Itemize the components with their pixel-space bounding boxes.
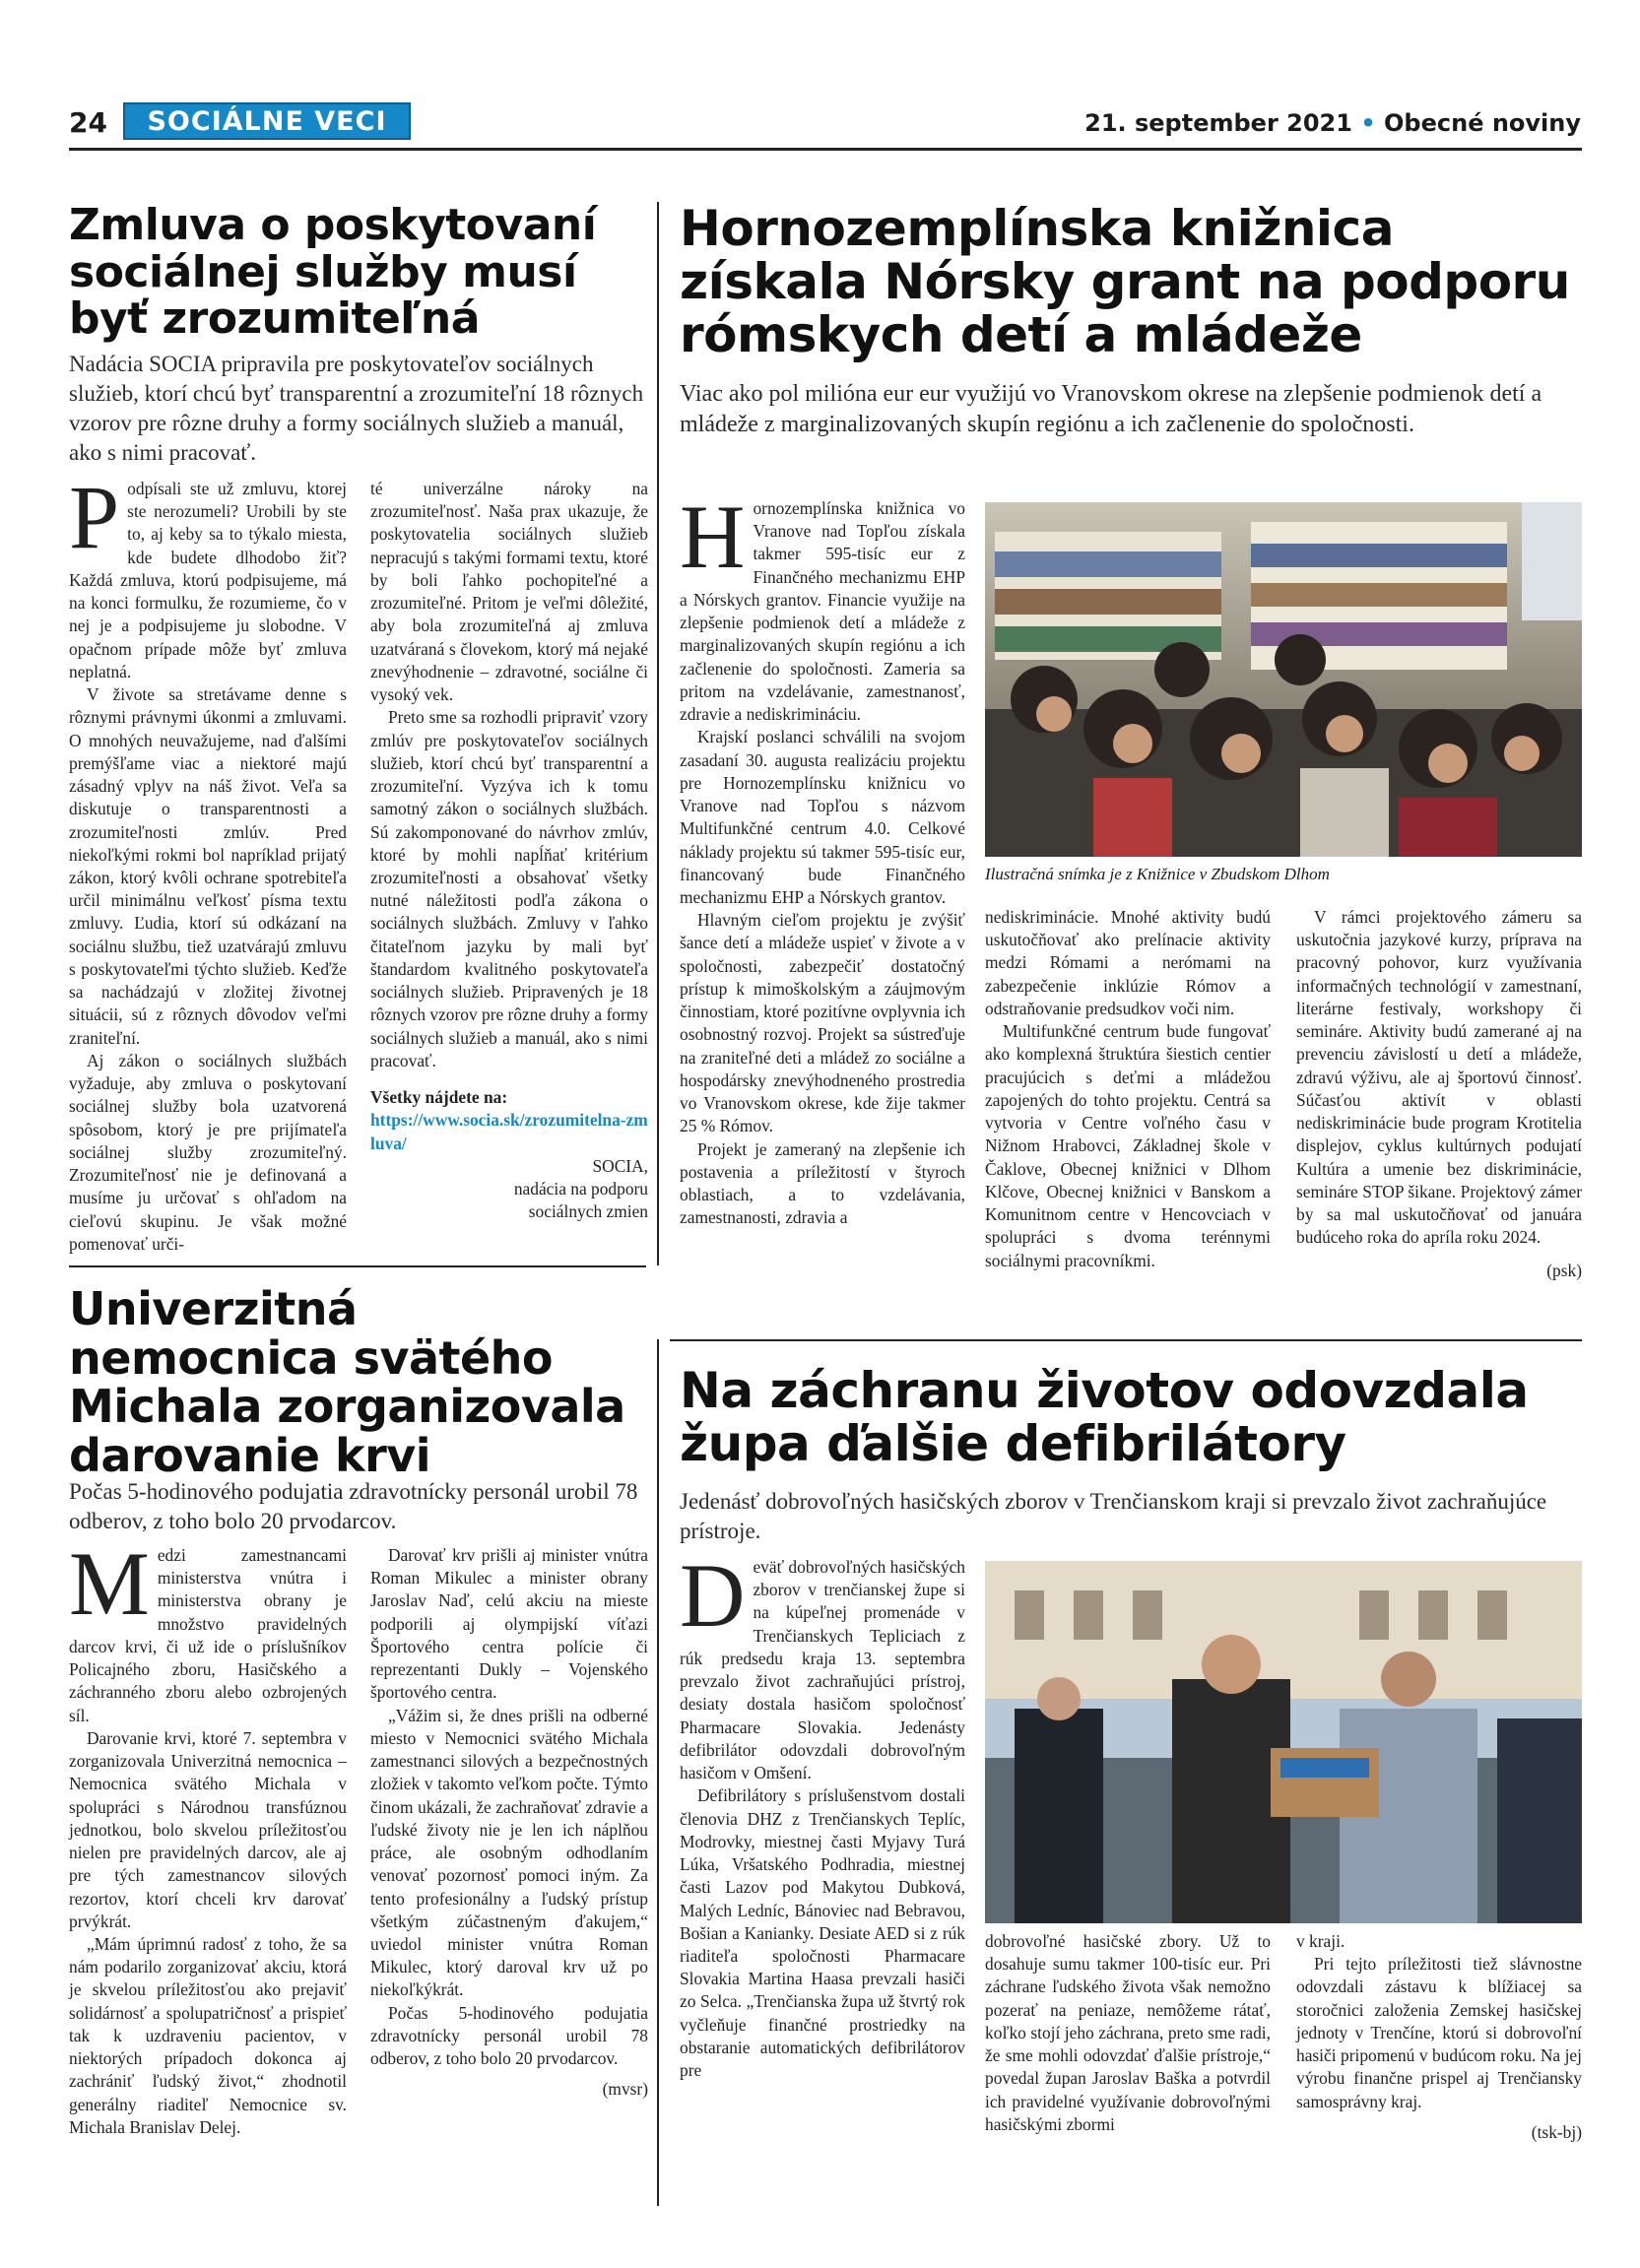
drop-cap: P xyxy=(69,467,120,567)
article-lead: Jedenásť dobrovoľných hasičských zborov v Trenčianskom kraji si prevzalo život zachraňujúce prístroje. xyxy=(680,1489,1547,1543)
paragraph: „Mám úprimnú radosť z toho, že sa nám podarilo zorganizovať akciu, ktorá je skvelou príležitosťou ako prejaviť solidárnosť a spolupatričnosť a prispieť tak k uzdraveniu pacientov, v niektorých prípadoch dokonca aj zachrániť ľudský život,“ zhodnotil generálny riaditeľ Nemocnice sv. Michala Branislav Delej. xyxy=(69,1933,347,2137)
article-signature: (tsk-bj) xyxy=(1531,2121,1582,2142)
column-divider-top xyxy=(657,202,659,1265)
header-rule xyxy=(69,148,1582,151)
article-lead: Viac ako pol milióna eur eur využijú vo Vranovskom okrese na zlepšenie podmienok detí a mládeže z marginalizovaných skupín regiónu a ich začlenenie do spoločnosti. xyxy=(680,381,1542,438)
paragraph: eväť dobrovoľných hasičských zborov v trenčianskej župe si na kúpeľnej promenáde v Trenčianskych Tepliciach z rúk predsedu kraja 13. septembra prevzalo život zachraňujúci prístroj, desiaty dostala hasičom spoločnosť Pharmacare Slovakia. Jedenásty defibrilátor odovzdali dobrovoľným hasičom v Omšení. xyxy=(680,1557,965,1783)
defibrillator-photo xyxy=(985,1561,1582,1923)
issue-info xyxy=(1084,109,1581,137)
article-headline: Hornozemplínska knižnica získala Nórsky grant na podporu rómskych detí a mládeže xyxy=(680,200,1570,363)
article-column-3 xyxy=(1296,1930,1582,2144)
article-column-3 xyxy=(1296,906,1582,1282)
page-number: 24 xyxy=(69,106,107,139)
article-headline: Zmluva o poskytovaní sociálnej služby musí byť zrozumiteľná xyxy=(69,200,597,345)
paragraph: V živote sa stretávame denne s rôznymi právnymi úkonmi a zmluvami. O mnohých neuvažujeme, nad ďalšími premýšľame viac a niektoré majú zásadný vplyv na náš život. Veľa sa diskutuje o transparentnosti a zrozumiteľnosti zmlúv. Pred niekoľkými rokmi bol napríklad prijatý zákon, ktorý kvôli ochrane spotrebiteľa určil minimálnu veľkosť písma textu zmluvy. Ľudia, ktorí sú odkázaní na sociálnu službu, tiež uzatvárajú zmluvu s poskytovateľmi týchto služieb. Keďže sa nachádzajú v zložitej životnej situácii, sú z rôznych dôvodov veľmi zraniteľní. xyxy=(69,684,347,1048)
paragraph: v kraji. xyxy=(1296,1931,1345,1951)
publication-name: Obecné noviny xyxy=(1384,109,1581,137)
article-column-2 xyxy=(985,1930,1271,2136)
paragraph: odpísali ste už zmluvu, ktorej ste nerozumeli? Urobili by ste to, aj keby sa to týkalo miesta, kde budete dlhodobo žiť? Každá zmluva, ktorú podpisujeme, má na konci formulku, že rozumieme, čo v nej je a podpisujeme ju slobodne. V opačnom prípade môže byť zmluva neplatná. xyxy=(69,479,347,681)
paragraph: Aj zákon o sociálnych službách vyžaduje, aby zmluva o poskytovaní sociálnej služby bola uzatvorená spôsobom, ktorý je pre prijímateľa sociálnej služby zrozumiteľný. Zrozumiteľnosť nie je definovaná a musíme ju určovať s ohľadom na cieľovú skupinu. Je však možné pomenovať urči- xyxy=(69,1050,347,1254)
article-column-2 xyxy=(985,906,1271,1272)
article-lead: Počas 5-hodinového podujatia zdravotnícky personál urobil 78 odberov, z toho bolo 20 prvodarcov. xyxy=(69,1479,638,1533)
paragraph: Preto sme sa rozhodli pripraviť vzory zmlúv pre poskytovateľov sociálnych služieb, ktorí chcú byť transparentní a zrozumiteľní. Vyzýva ich k tomu samotný zákon o sociálnych službách. Sú zakomponované do návrhov zmlúv, ktoré by mohli napĺňať kritérium zrozumiteľnosti a obsahovať všetky nutné náležitosti podľa zákona o sociálnych službách. Zmluvy v ľahko čitateľnom jazyku by mali byť štandardom kvalitného poskytovateľa sociálnych služieb. Pripravených je 18 rôznych vzorov pre rôzne druhy a formy sociálnych služieb a manuál, ako s nimi pracovať. xyxy=(370,707,649,1070)
paragraph: „Vážim si, že dnes prišli na odberné miesto v Nemocnici svätého Michala zamestnanci silových a bezpečnostných zložiek v takomto veľkom počte. Týmto činom ukázali, že zachraňovať zdravie a ľudské životy nie je len ich náplňou práce, ale osobným odhodlaním venovať pozornosť pomoci iným. Za tento profesionálny a ľudský prístup všetkým zúčastneným ďakujem,“ uviedol minister vnútra Roman Mikulec, ktorý daroval krv už po niekoľkýkrát. xyxy=(370,1705,648,2000)
signature-line: SOCIA, xyxy=(592,1155,648,1176)
article-column-1 xyxy=(69,1533,347,2139)
article-column-2 xyxy=(370,478,648,1224)
separator-dot: • xyxy=(1360,109,1376,137)
paragraph: Multifunkčné centrum bude fungovať ako komplexná štruktúra šiestich centier pracujúcich s deťmi a mládežou zapojených do tohto projektu. Centrá sa vytvoria v Centre voľného času v Nižnom Hrabovci, Základnej škole v Čaklove, Obecnej knižnici v Dlhom Klčove, Obecnej knižnici v Banskom a Komunitnom centre v Hencovciach v spolupráci s dvoma terénnymi sociálnymi pracovníkmi. xyxy=(985,1021,1271,1270)
paragraph: Počas 5-hodinového podujatia zdravotnícky personál urobil 78 odberov, z toho bolo 20 prvodarcov. xyxy=(370,2002,648,2069)
article-lead: Nadácia SOCIA pripravila pre poskytovateľov sociálnych služieb, ktorí chcú byť transparentní a zrozumiteľní 18 rôznych vzorov pre rôzne druhy a formy sociálnych služieb a manuál, ako s nimi pracovať. xyxy=(69,352,644,465)
section-rule-right xyxy=(670,1339,1582,1341)
paragraph: Projekt je zameraný na zlepšenie ich postavenia a príležitostí v štyroch oblastiach, a to vzdelávania, zamestnanosti, zdravia a xyxy=(680,1138,965,1228)
paragraph: Darovať krv prišli aj minister vnútra Roman Mikulec a minister obrany Jaroslav Naď, celú akciu na mieste podporili aj olympijskí víťazi Športového centra polície či reprezentanti Dukly – Vojenského športového centra. xyxy=(370,1545,648,1703)
signature-line: nadácia na podporu xyxy=(513,1179,648,1199)
paragraph: dobrovoľné hasičské zbory. Už to dosahuje sumu takmer 100-tisíc eur. Pri záchrane ľudského života však nemožno pozerať na peniaze, nemôžeme rátať, koľko stojí jeho záchrana, preto sme radi, že sme mohli odovzdať ďalšie prístroje,“ povedal župan Jaroslav Baška a potvrdil ich pravidelné využívanie dobrovoľnými hasičskými zbormi xyxy=(985,1931,1271,2134)
issue-date: 21. september 2021 xyxy=(1084,109,1352,137)
paragraph: Krajskí poslanci schválili na svojom zasadaní 30. augusta realizáciu projektu pre Hornozemplínsku knižnicu vo Vranove nad Topľou s názvom Multifunkčné centrum 4.0. Celkové náklady projektu sú takmer 595-tisíc eur, financovaný bude Finančného mechanizmu EHP a Nórskych grantov. xyxy=(680,727,965,907)
paragraph: Darovanie krvi, ktoré 7. septembra v zorganizovala Univerzitná nemocnica – Nemocnica svätého Michala v spolupráci s Národnou transfúznou jednotkou, bolo skvelou príležitosťou nielen pre pravidelných darcov, ale aj pre tých zamestnancov silových rezortov, ktorí chceli krv darovať prvýkrát. xyxy=(69,1727,347,1931)
paragraph: edzi zamestnancami ministerstva vnútra i ministerstva obrany je množstvo pravidelných darcov krvi, či už ide o príslušníkov Policajného zboru, Hasičského a záchranného zboru alebo ozbrojených síl. xyxy=(69,1545,347,1725)
article-column-1 xyxy=(680,1545,965,2082)
paragraph: Pri tejto príležitosti tiež slávnostne odovzdali zástavu k blížiacej sa storočnici založenia Zemskej hasičskej jednoty v Trenčíne, ktorú si dobrovoľní hasiči pripomenú v budúcom roku. Na jej výrobu finančne prispel aj Trenčiansky samosprávny kraj. xyxy=(1296,1954,1582,2111)
article-headline: Univerzitná nemocnica svätého Michala zorganizovala darovanie krvi xyxy=(69,1282,625,1483)
article-column-1 xyxy=(69,467,347,1256)
article-column-2 xyxy=(370,1544,648,2102)
paragraph: Defibrilátory s príslušenstvom dostali členovia DHZ z Trenčianskych Teplíc, Modrovky, miestnej časti Myjavy Turá Lúka, Vršatského Podhradia, miestnej časti Lazov pod Makytou Dubková, Malých Ledníc, Bánoviec nad Bebravou, Bošian a Kanianky. Desiate AED si z rúk riaditeľa spoločnosti Pharmacare Slovakia Martina Haasa prevzali hasiči zo Selca. „Trenčianska župa už štvrtý rok vyčleňuje finančné prostriedky na obstaranie automatických defibrilátorov pre xyxy=(680,1785,965,2081)
paragraph: V rámci projektového zámeru sa uskutočnia jazykové kurzy, príprava na pracovný pohovor, kurz využívania informačných technológií v zamestnaní, literárne festivaly, workshopy či semináre. Aktivity budú zamerané aj na prevenciu závislostí u detí a mládeže, zdravú výživu, ale aj športovú činnosť. Súčasťou aktivít v oblasti nediskriminácie bude program Krotitelia displejov, cyklus kultúrnych podujatí Kultúra a umenie bez diskriminácie, semináre STOP šikane. Projektový zámer by sa mal uskutočňovať od januára budúceho roka do apríla roku 2024. xyxy=(1296,907,1582,1248)
photo-caption: Ilustračná snímka je z Knižnice v Zbudskom Dlhom xyxy=(985,865,1330,883)
signature-line: sociálnych zmien xyxy=(528,1201,648,1222)
section-rule-left xyxy=(69,1265,646,1267)
source-link[interactable]: https://www.socia.sk/zrozumitelna-zmluva/ xyxy=(370,1110,648,1153)
link-label: Všetky nájdete na: xyxy=(370,1087,508,1108)
drop-cap: M xyxy=(69,1533,150,1634)
article-signature: (mvsr) xyxy=(602,2079,648,2100)
column-divider-bottom xyxy=(657,1339,659,2206)
drop-cap: H xyxy=(680,486,746,587)
article-headline: Na záchranu životov odovzdala župa ďalšie defibrilátory xyxy=(680,1362,1529,1472)
drop-cap: D xyxy=(680,1545,746,1646)
library-photo xyxy=(985,502,1582,857)
article-signature: (psk) xyxy=(1546,1260,1582,1280)
section-label: SOCIÁLNE VECI xyxy=(123,102,411,140)
paragraph: té univerzálne nároky na zrozumiteľnosť. Naša prax ukazuje, že poskytovatelia sociálnych služieb nepracujú s takými formami textu, ktoré by boli ľahko pochopiteľné a zrozumiteľné. Pritom je veľmi dôležité, aby bola zrozumiteľná aj zmluva uzatváraná s človekom, ktorý má nejaké znevýhodnenie – zdravotné, sociálne či vysoký vek. xyxy=(370,479,648,705)
paragraph: nediskriminácie. Mnohé aktivity budú uskutočňovať ako prelínacie aktivity medzi Rómami a nerómami na zabezpečenie inklúzie Rómov a odstraňovanie predsudkov voči nim. xyxy=(985,907,1271,1018)
paragraph: Hlavným cieľom projektu je zvýšiť šance detí a mládeže uspieť v živote a v spoločnosti, zabezpečiť dostatočný prístup k mimoškolským a záujmovým činnostiam, ktoré pozitívne ovplyvnia ich osobnostný rozvoj. Projekt sa sústreďuje na zraniteľné deti a mládež zo sociálne a hospodársky znevýhodneného prostredia vo Vranovskom okrese, kde žije takmer 25 % Rómov. xyxy=(680,910,965,1136)
article-column-1 xyxy=(680,486,965,1230)
paragraph: ornozemplínska knižnica vo Vranove nad Topľou získala takmer 595-tisíc eur z Finančného mechanizmu EHP a Nórskych grantov. Financie využije na zlepšenie podmienok detí a mládeže z marginalizovaných skupín regiónu a ich začlenenie do spoločnosti. Zameria sa pritom na vzdelávanie, zamestnanosť, zdravie a nediskrimináciu. xyxy=(680,498,965,725)
